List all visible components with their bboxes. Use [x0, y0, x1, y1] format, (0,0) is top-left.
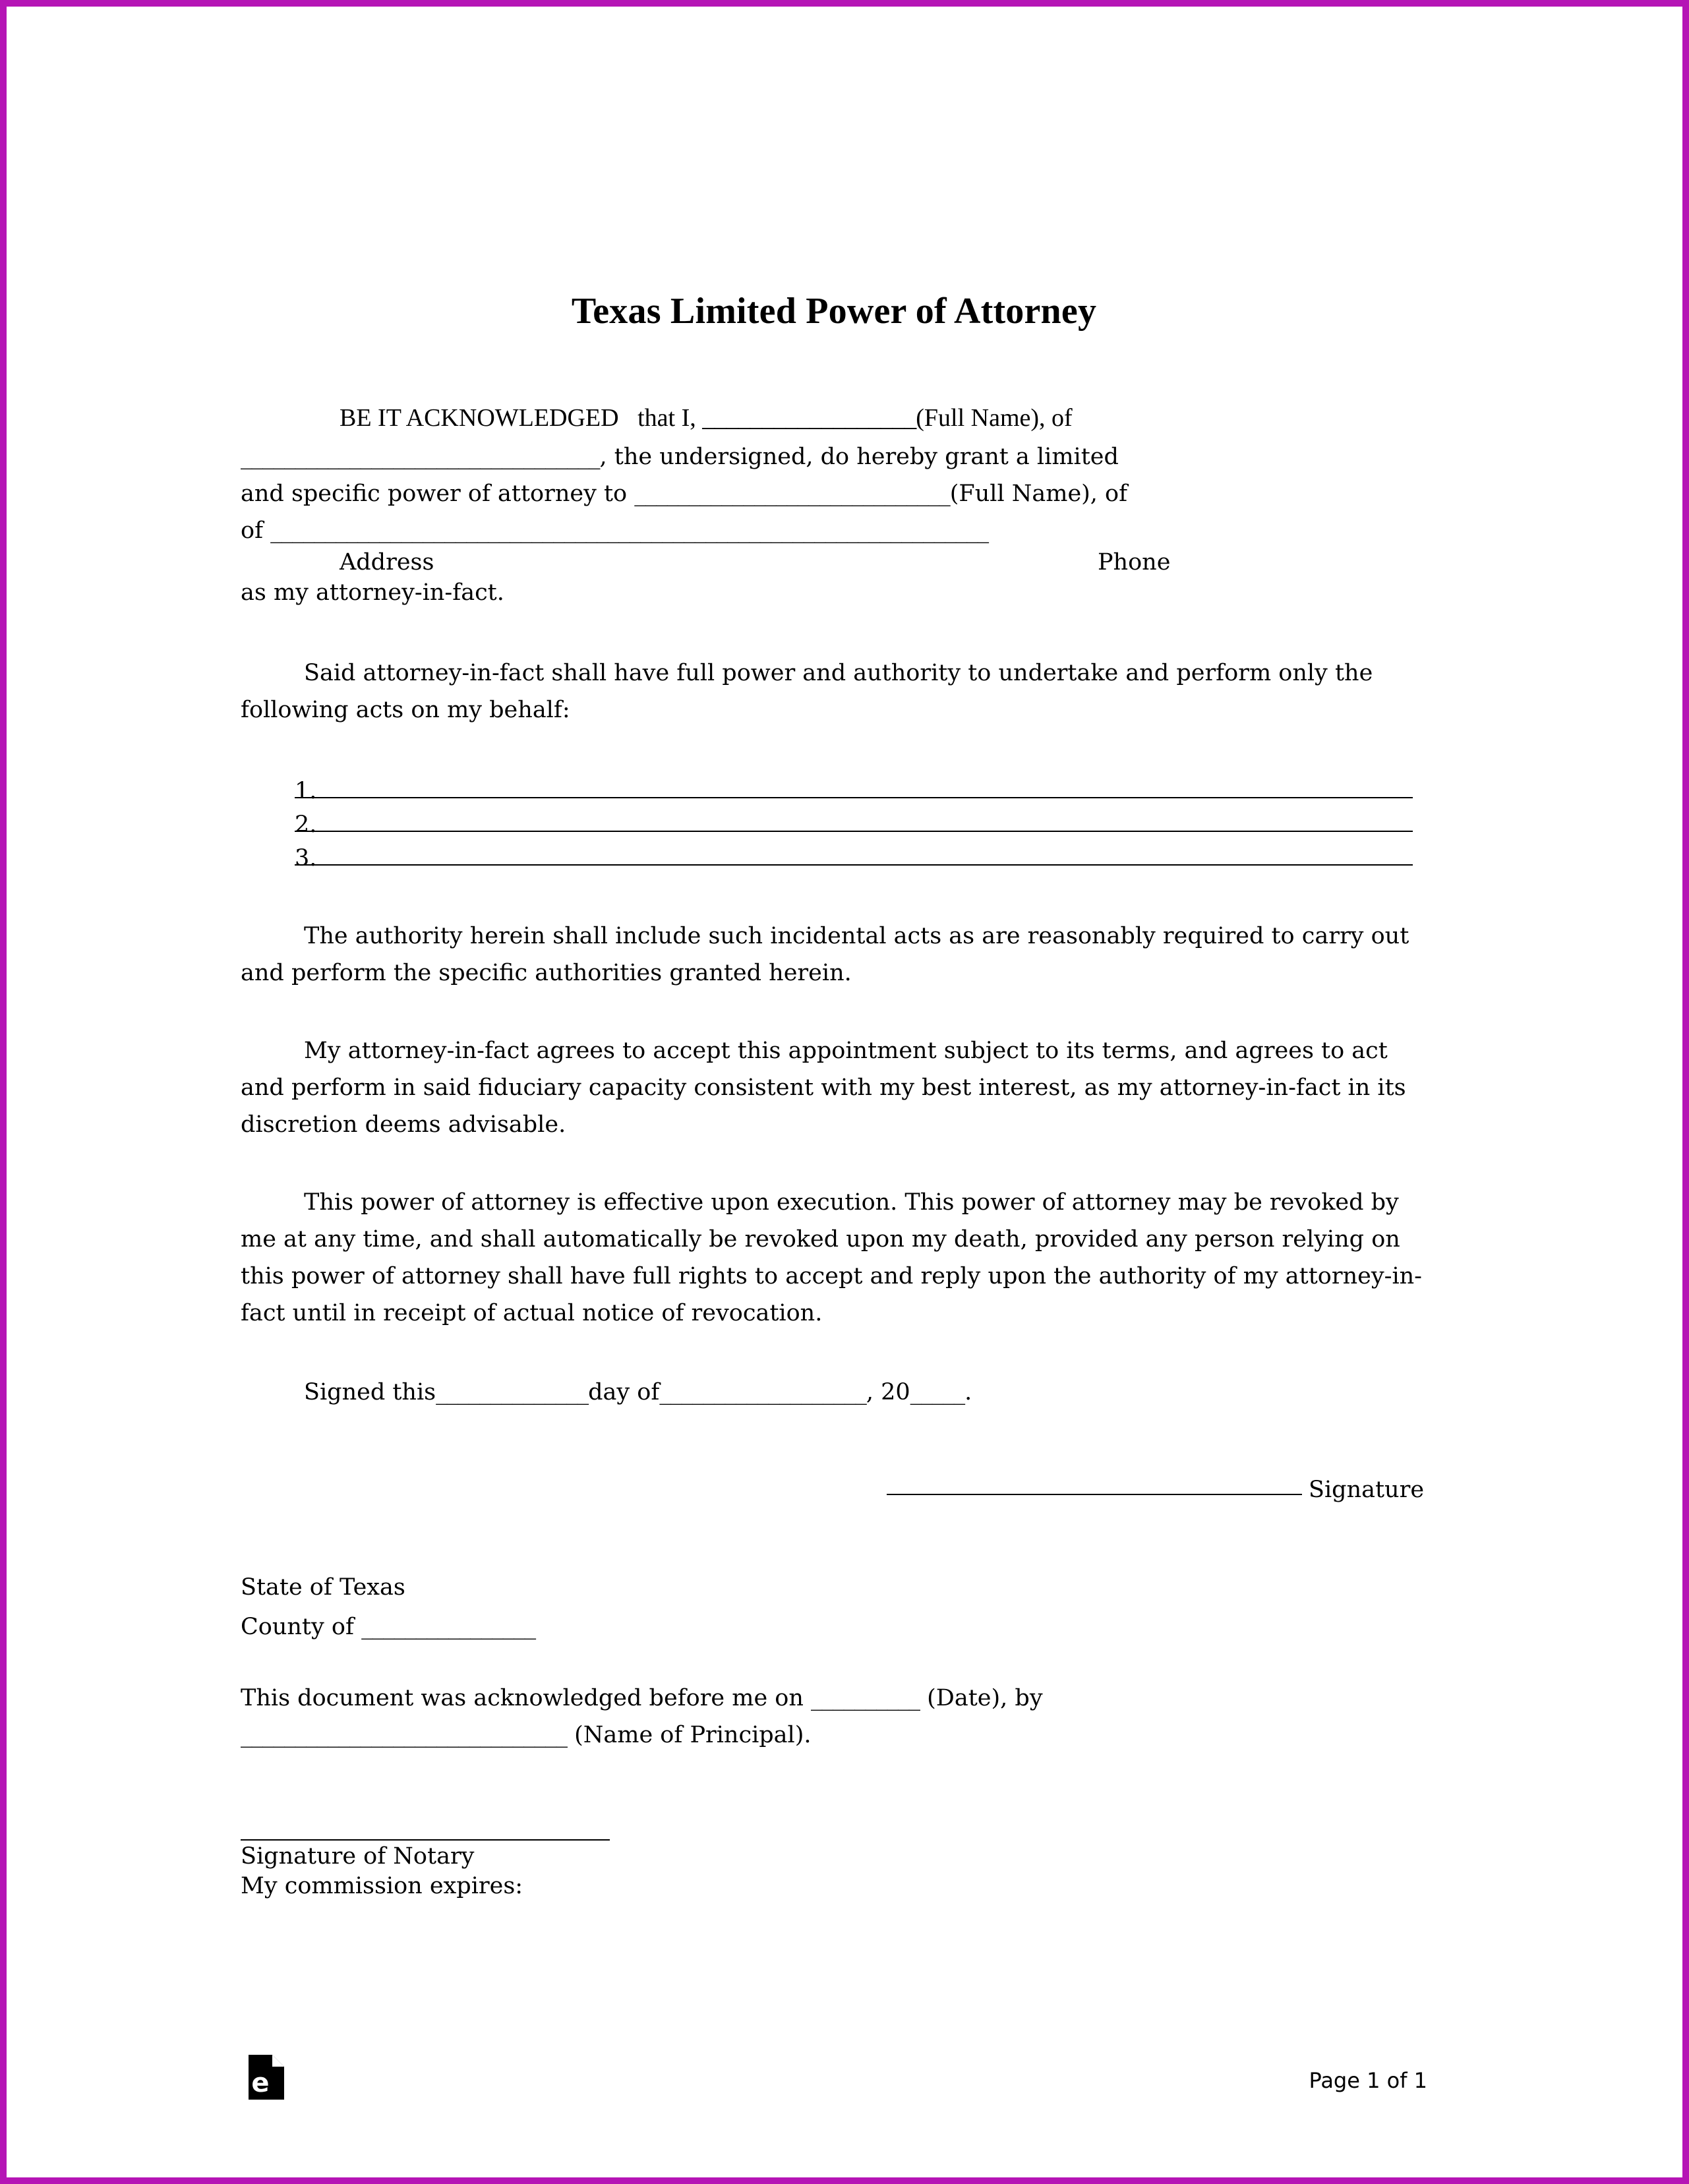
signed-day-blank[interactable]: ______________	[436, 1378, 589, 1405]
principal-name-blank[interactable]: __________________	[702, 404, 916, 432]
document-body	[241, 290, 1427, 1901]
list-item-number: 1.	[295, 777, 317, 804]
list-item-number: 2.	[295, 811, 317, 838]
county-line	[241, 1608, 1427, 1645]
county-blank[interactable]: ________________	[361, 1613, 536, 1640]
signature-of-notary-label: Signature of Notary	[241, 1843, 475, 1870]
acts-list	[241, 775, 1427, 871]
grant-to-text: and specific power of attorney to	[241, 480, 635, 507]
address-label: Address	[340, 548, 434, 576]
phone-label: Phone	[1098, 548, 1171, 576]
day-of-text: day of	[588, 1378, 660, 1405]
signature-label: Signature	[1309, 1476, 1425, 1503]
notary-ack-line-2	[241, 1717, 1427, 1754]
page-number: Page 1 of 1	[1309, 2068, 1427, 2093]
revocation-paragraph: This power of attorney is effective upon execution. This power of attorney may be revoked by me at any time, and shall automatically be revoked upon my death, provided any person relying on this power of attorney shall have full rights to accept and reply upon the authority of my attorney-in-fact until in receipt of actual notice of revocation.	[241, 1189, 1423, 1326]
list-item	[241, 775, 1427, 804]
eforms-logo-icon	[247, 2053, 285, 2101]
period-text: .	[964, 1378, 972, 1405]
acknowledgement-block	[241, 398, 1427, 611]
state-county-block	[241, 1569, 1427, 1645]
act-blank-2[interactable]	[295, 808, 1413, 832]
agent-address-phone-blank[interactable]: __________________________________________________________________	[270, 517, 989, 544]
notary-date-blank[interactable]: __________	[811, 1684, 920, 1711]
list-item	[241, 842, 1427, 871]
that-i-text: that I,	[637, 404, 703, 432]
acceptance-paragraph: My attorney-in-fact agrees to accept this appointment subject to its terms, and agrees to act and perform in said fiduciary capacity consistent with my best interest, as my attorney-in-fact in its discretion deems advisable.	[241, 1037, 1406, 1138]
notary-signature-block	[241, 1819, 1427, 1901]
county-of-label: County of	[241, 1613, 362, 1640]
agent-full-name-label: (Full Name), of	[949, 480, 1128, 507]
name-of-principal-label: (Name of Principal).	[567, 1721, 812, 1748]
be-it-acknowledged-text: BE IT ACKNOWLEDGED	[340, 404, 619, 432]
principal-name-notary-blank[interactable]: ______________________________	[241, 1721, 567, 1748]
notary-ack-line-1	[241, 1680, 1427, 1717]
list-item	[241, 808, 1427, 838]
signature-row	[241, 1463, 1427, 1523]
page-title: Texas Limited Power of Attorney	[571, 291, 1097, 332]
authority-intro-paragraph: Said attorney-in-fact shall have full power and authority to undertake and perform only the following acts on my behalf:	[241, 659, 1373, 723]
state-of-texas-line: State of Texas	[241, 1574, 405, 1601]
of-text: of	[241, 517, 271, 544]
full-name-of-label: (Full Name), of	[916, 404, 1073, 432]
signed-year-blank[interactable]: _____	[910, 1378, 965, 1405]
act-blank-1[interactable]	[295, 775, 1413, 798]
acknowledgement-line-3	[241, 475, 1427, 512]
signature-line[interactable]	[887, 1494, 1302, 1495]
acknowledgement-line-2	[241, 438, 1427, 475]
notary-acknowledgement-block	[241, 1680, 1427, 1754]
date-label: (Date), by	[920, 1684, 1043, 1711]
undersigned-text: , the undersigned, do hereby grant a limited	[599, 443, 1119, 470]
attorney-in-fact-line: as my attorney-in-fact.	[241, 579, 504, 606]
page-footer	[241, 2053, 1427, 2113]
signed-this-text: Signed this	[304, 1378, 436, 1405]
acknowledged-before-me-text: This document was acknowledged before me on	[241, 1684, 812, 1711]
act-blank-3[interactable]	[295, 842, 1413, 866]
list-item-number: 3.	[295, 844, 317, 871]
principal-address-blank[interactable]: _________________________________	[241, 443, 600, 470]
commission-expires-label: My commission expires:	[241, 1872, 523, 1899]
year-prefix-text: , 20	[866, 1378, 910, 1405]
incidental-acts-paragraph: The authority herein shall include such incidental acts as are reasonably required to carry out and perform the specific authorities granted herein.	[241, 922, 1409, 986]
agent-name-blank[interactable]: _____________________________	[634, 480, 950, 507]
acknowledgement-line-1	[241, 398, 1427, 438]
notary-signature-line[interactable]	[241, 1819, 610, 1841]
signed-date-line	[241, 1374, 1427, 1411]
svg-text:e: e	[251, 2068, 270, 2098]
address-phone-labels	[241, 544, 1427, 574]
signed-month-blank[interactable]: ___________________	[659, 1378, 866, 1405]
